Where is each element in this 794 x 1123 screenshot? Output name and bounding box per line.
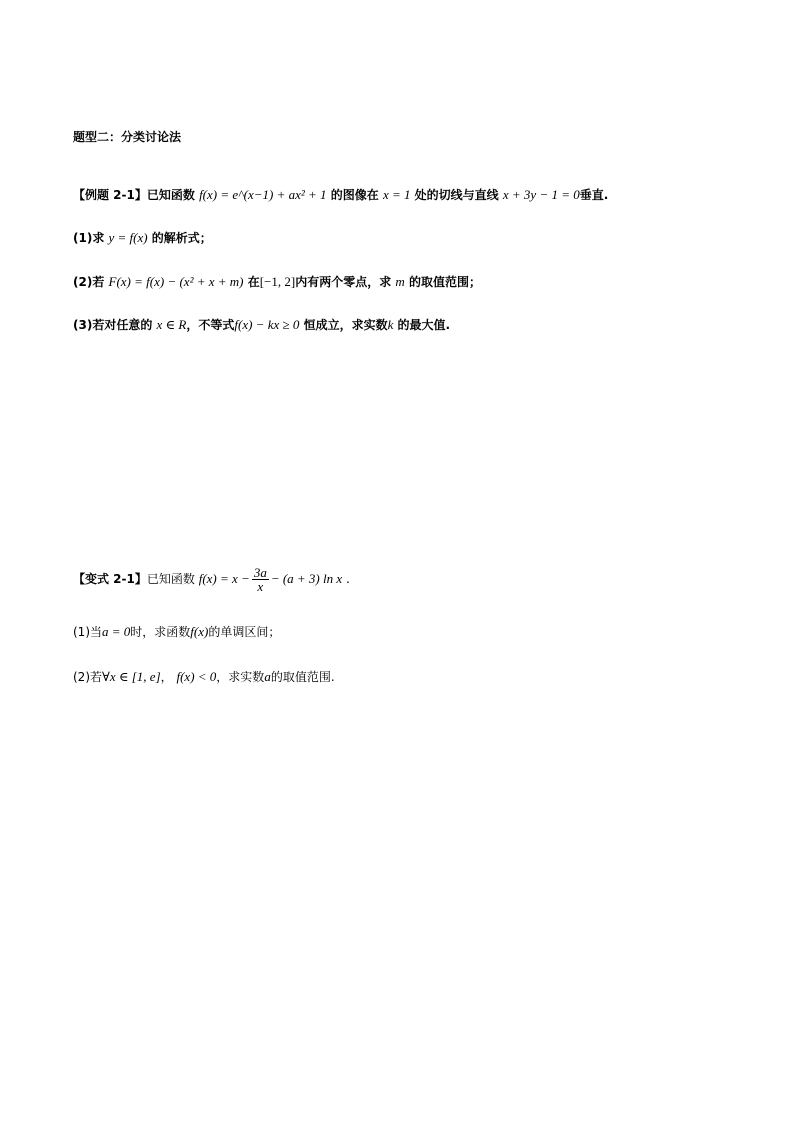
example-question-3 <box>73 316 450 334</box>
q2-expr: F(x) = f(x) − (x² + x + m) <box>108 274 244 289</box>
variant-question-1 <box>73 623 280 641</box>
variant-stem-a: 已知函数 <box>146 572 195 586</box>
example-tag: 【例题 2-1】 <box>73 188 147 202</box>
fraction-numerator: 3a <box>253 565 267 580</box>
q2-mid-a: 在 <box>247 275 260 289</box>
q3-mid-b: 恒成立，求实数 <box>303 318 388 332</box>
q2-mid-b: 内有两个零点，求 <box>295 275 392 289</box>
vq2-ineq: f(x) < 0 <box>176 669 217 684</box>
example-point: x = 1 <box>382 187 411 202</box>
q1-expr: y = f(x) <box>108 230 148 245</box>
q3-suffix: 的最大值. <box>397 318 451 332</box>
q3-prefix: (3)若对任意的 <box>73 318 153 332</box>
example-stem-c: 处的切线与直线 <box>414 188 499 202</box>
example-question-1 <box>73 229 212 247</box>
example-line: x + 3y − 1 = 0 <box>502 187 580 202</box>
vq2-sep: ， <box>160 670 173 684</box>
example-question-2 <box>73 273 481 291</box>
q2-interval: [−1, 2] <box>259 274 296 289</box>
vq2-mid: ，求实数 <box>216 670 265 684</box>
variant-func-right: − (a + 3) ln x <box>270 571 343 586</box>
q1-suffix: 的解析式； <box>151 231 212 245</box>
vq2-suffix: 的取值范围. <box>270 670 335 684</box>
q2-prefix: (2)若 <box>73 275 105 289</box>
variant-2-1-stem <box>73 566 350 593</box>
variant-tag: 【变式 2-1】 <box>73 572 147 586</box>
q3-ineq: f(x) − kx ≥ 0 <box>234 317 300 332</box>
q3-mid: ，不等式 <box>186 318 235 332</box>
example-stem-d: 垂直. <box>579 188 609 202</box>
example-stem-b: 的图像在 <box>330 188 379 202</box>
vq1-cond: a = 0 <box>102 624 131 639</box>
vq1-prefix: (1)当 <box>73 625 102 639</box>
vq2-cond: ∀x ∈ [1, e] <box>102 669 161 684</box>
variant-stem-end: . <box>345 572 350 586</box>
vq2-prefix: (2)若 <box>73 670 102 684</box>
variant-fraction <box>252 566 269 593</box>
q3-expr: x ∈ R <box>156 317 187 332</box>
q3-var: k <box>387 317 394 332</box>
vq2-var: a <box>264 669 271 684</box>
fraction-denominator: x <box>257 579 264 594</box>
example-stem-a: 已知函数 <box>146 188 195 202</box>
vq1-suffix: 的单调区间； <box>208 625 281 639</box>
example-2-1-stem <box>73 186 608 204</box>
section-heading: 题型二：分类讨论法 <box>73 130 182 144</box>
variant-question-2 <box>73 668 335 686</box>
variant-func-left: f(x) = x − <box>198 571 250 586</box>
vq1-expr: f(x) <box>190 624 209 639</box>
q2-var: m <box>395 274 405 289</box>
q1-prefix: (1)求 <box>73 231 105 245</box>
vq1-mid: 时，求函数 <box>130 625 191 639</box>
example-function: f(x) = e^(x−1) + ax² + 1 <box>199 187 327 202</box>
q2-suffix: 的取值范围； <box>408 275 481 289</box>
